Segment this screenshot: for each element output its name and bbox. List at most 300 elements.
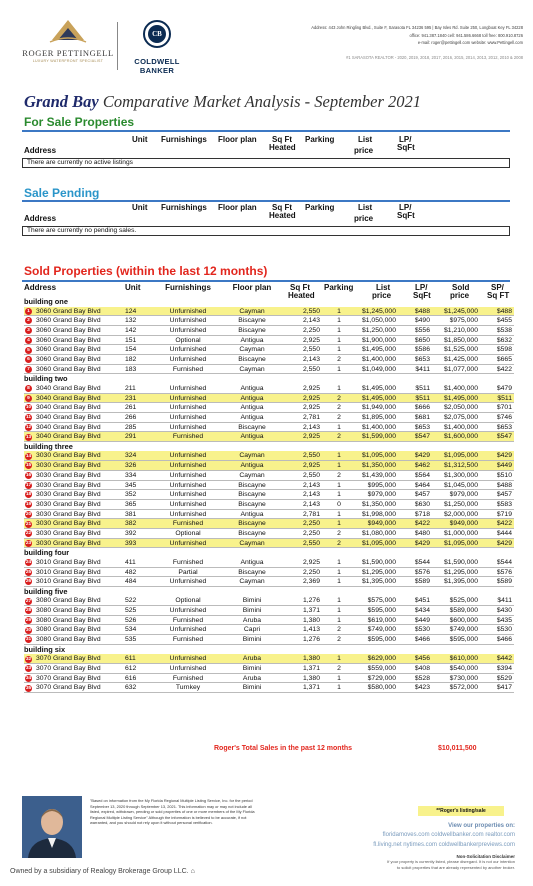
totals-row bbox=[24, 745, 514, 755]
cell-sp: $547 bbox=[496, 433, 512, 441]
cell-sold: $1,400,000 bbox=[443, 384, 478, 392]
cell-parking: 1 bbox=[337, 578, 341, 586]
table-row bbox=[24, 625, 514, 635]
cell-plan: Antigua bbox=[240, 558, 264, 566]
cell-address: 3040 Grand Bay Blvd bbox=[36, 404, 101, 412]
row-number-marker: 4 bbox=[25, 337, 32, 344]
cell-parking: 2 bbox=[337, 471, 341, 479]
cell-address: 3060 Grand Bay Blvd bbox=[36, 336, 101, 344]
cell-lp: $586 bbox=[414, 346, 430, 354]
pending-empty-message: There are currently no pending sales. bbox=[22, 226, 510, 236]
cell-parking: 1 bbox=[337, 655, 341, 663]
col-sold: Sold bbox=[452, 283, 470, 292]
cell-sold: $1,300,000 bbox=[443, 471, 478, 479]
cell-lp: $653 bbox=[414, 355, 430, 363]
cb-seal-icon: CB bbox=[143, 20, 171, 48]
cell-unit: 326 bbox=[125, 462, 137, 470]
cell-plan: Biscayne bbox=[238, 491, 266, 499]
col-lp: LP/ bbox=[415, 283, 428, 292]
cell-list: $1,495,000 bbox=[361, 384, 396, 392]
cell-unit: 261 bbox=[125, 404, 137, 412]
table-row bbox=[24, 510, 514, 520]
cell-list: $1,350,000 bbox=[361, 462, 396, 470]
cell-parking: 2 bbox=[337, 355, 341, 363]
cell-unit: 183 bbox=[125, 365, 137, 373]
cell-furnishings: Optional bbox=[175, 597, 201, 605]
cell-parking: 1 bbox=[337, 520, 341, 528]
table-row bbox=[24, 413, 514, 423]
cell-address: 3030 Grand Bay Blvd bbox=[36, 491, 101, 499]
cell-lp: $564 bbox=[414, 471, 430, 479]
table-row bbox=[24, 539, 514, 549]
cell-sp: $488 bbox=[496, 481, 512, 489]
cell-unit: 382 bbox=[125, 520, 137, 528]
cell-furnishings: Furnished bbox=[172, 433, 204, 441]
cell-parking: 1 bbox=[337, 365, 341, 373]
cell-address: 3030 Grand Bay Blvd bbox=[36, 510, 101, 518]
cell-lp: $422 bbox=[414, 520, 430, 528]
cell-plan: Antigua bbox=[240, 394, 264, 402]
cell-sqft: 2,550 bbox=[302, 346, 320, 354]
row-number-marker: 29 bbox=[25, 618, 32, 624]
cell-sp: $530 bbox=[496, 626, 512, 634]
row-number-marker: 25 bbox=[25, 569, 32, 575]
cell-sp: $510 bbox=[496, 471, 512, 479]
cell-list: $580,000 bbox=[367, 684, 396, 692]
cell-unit: 132 bbox=[125, 317, 137, 325]
cell-sold: $1,495,000 bbox=[443, 394, 478, 402]
cell-sold: $1,425,000 bbox=[443, 355, 478, 363]
cell-list: $979,000 bbox=[367, 491, 396, 499]
cell-sp: $422 bbox=[496, 365, 512, 373]
cell-sp: $589 bbox=[496, 578, 512, 586]
row-number-marker: 8 bbox=[25, 385, 32, 392]
cell-furnishings: Unfurnished bbox=[169, 384, 207, 392]
cell-plan: Antigua bbox=[240, 384, 264, 392]
cell-plan: Capri bbox=[243, 626, 261, 634]
cell-plan: Cayman bbox=[239, 307, 265, 315]
cell-plan: Biscayne bbox=[238, 568, 266, 576]
cell-sp: $479 bbox=[496, 384, 512, 392]
cell-unit: 482 bbox=[125, 568, 137, 576]
row-number-marker: 18 bbox=[25, 492, 32, 498]
cell-parking: 1 bbox=[337, 684, 341, 692]
cell-lp: $547 bbox=[414, 433, 430, 441]
cell-parking: 1 bbox=[337, 616, 341, 624]
cell-furnishings: Unfurnished bbox=[169, 452, 207, 460]
cell-address: 3010 Grand Bay Blvd bbox=[36, 568, 101, 576]
cell-lp: $456 bbox=[414, 655, 430, 663]
col-furnishings: Furnishings bbox=[161, 203, 207, 212]
building-label: building one bbox=[24, 297, 68, 306]
cell-furnishings: Unfurnished bbox=[169, 326, 207, 334]
cell-sold: $589,000 bbox=[449, 607, 478, 615]
building-label: building five bbox=[24, 586, 68, 596]
cell-sp: $430 bbox=[496, 607, 512, 615]
cell-plan: Antigua bbox=[240, 510, 264, 518]
cell-furnishings: Unfurnished bbox=[169, 578, 207, 586]
brand-tagline: LUXURY WATERFRONT SPECIALIST bbox=[32, 59, 104, 63]
col-heated: Heated bbox=[269, 143, 296, 152]
cell-address: 3080 Grand Bay Blvd bbox=[36, 636, 101, 644]
cell-address: 3010 Grand Bay Blvd bbox=[36, 578, 101, 586]
email-line: e-mail: roger@pettingell.com website: www.Pettingell.com bbox=[417, 40, 523, 46]
table-row bbox=[24, 635, 514, 645]
totals-label: Roger's Total Sales in the past 12 months bbox=[214, 745, 353, 752]
cell-list: $1,495,000 bbox=[361, 394, 396, 402]
cell-list: $1,049,000 bbox=[361, 365, 396, 373]
cell-furnishings: Furnished bbox=[172, 558, 204, 566]
cell-furnishings: Furnished bbox=[172, 520, 204, 528]
cell-furnishings: Unfurnished bbox=[169, 491, 207, 499]
cell-sqft: 2,550 bbox=[302, 539, 320, 547]
cell-furnishings: Turnkey bbox=[175, 684, 201, 692]
cell-sold: $1,045,000 bbox=[443, 481, 478, 489]
cell-unit: 324 bbox=[125, 452, 137, 460]
cell-parking: 1 bbox=[337, 346, 341, 354]
cell-sold: $1,600,000 bbox=[443, 433, 478, 441]
cell-sqft: 1,276 bbox=[302, 636, 320, 644]
listing-legend: **Roger's listing/sale bbox=[418, 806, 504, 816]
cell-sold: $975,000 bbox=[449, 317, 478, 325]
row-number-marker: 7 bbox=[25, 366, 32, 373]
cell-lp: $457 bbox=[414, 491, 430, 499]
cell-parking: 1 bbox=[337, 326, 341, 334]
cell-sqft: 2,925 bbox=[302, 558, 320, 566]
cell-plan: Antigua bbox=[240, 433, 264, 441]
row-number-marker: 28 bbox=[25, 608, 32, 614]
col-heated: Heated bbox=[288, 291, 315, 300]
cell-lp: $681 bbox=[414, 413, 430, 421]
cell-lp: $530 bbox=[414, 626, 430, 634]
contact-info bbox=[213, 24, 523, 61]
cell-plan: Aruba bbox=[242, 674, 262, 682]
cell-sold: $2,075,000 bbox=[443, 413, 478, 421]
row-number-marker: 3 bbox=[25, 327, 32, 334]
table-row bbox=[24, 471, 514, 481]
row-number-marker: 32 bbox=[25, 656, 32, 662]
cell-furnishings: Optional bbox=[175, 336, 201, 344]
cell-furnishings: Furnished bbox=[172, 365, 204, 373]
cell-sold: $540,000 bbox=[449, 665, 478, 672]
cell-unit: 484 bbox=[125, 578, 137, 586]
cell-plan: Biscayne bbox=[238, 481, 266, 489]
row-number-marker: 13 bbox=[25, 434, 32, 440]
cell-sqft: 1,380 bbox=[302, 655, 320, 663]
cell-sqft: 2,250 bbox=[302, 568, 320, 576]
cell-plan: Cayman bbox=[239, 452, 265, 460]
cell-address: 3060 Grand Bay Blvd bbox=[36, 326, 101, 334]
cell-furnishings: Unfurnished bbox=[169, 423, 207, 431]
cell-sold: $1,250,000 bbox=[443, 500, 478, 508]
cell-lp: $434 bbox=[414, 607, 430, 615]
row-number-marker: 17 bbox=[25, 482, 32, 488]
cell-sqft: 2,369 bbox=[302, 578, 320, 586]
table-row bbox=[24, 577, 514, 587]
sold-table bbox=[24, 297, 514, 693]
cell-sold: $979,000 bbox=[449, 491, 478, 499]
cell-plan: Antigua bbox=[240, 462, 264, 470]
title-rest: Comparative Market Analysis - September 2021 bbox=[102, 92, 422, 111]
cell-furnishings: Unfurnished bbox=[169, 626, 207, 634]
row-number-marker: 19 bbox=[25, 502, 32, 508]
cell-list: $1,295,000 bbox=[361, 568, 396, 576]
cell-parking: 1 bbox=[337, 568, 341, 576]
col-list-price: price bbox=[354, 214, 374, 223]
row-number-marker: 6 bbox=[25, 356, 32, 363]
cb-name: COLDWELL BANKER bbox=[134, 57, 180, 75]
cell-address: 3080 Grand Bay Blvd bbox=[36, 607, 101, 615]
cell-sold: $949,000 bbox=[449, 520, 478, 528]
for-sale-empty-message: There are currently no active listings bbox=[22, 158, 510, 168]
cell-lp: $490 bbox=[414, 317, 430, 325]
row-number-marker: 35 bbox=[25, 685, 32, 691]
cell-lp: $429 bbox=[414, 452, 430, 460]
cell-unit: 352 bbox=[125, 491, 137, 499]
sites-line-2: fl.living.net nytimes.com coldwellbankerpreviews.com bbox=[373, 841, 515, 848]
sold-heading: Sold Properties (within the last 12 months) bbox=[24, 264, 268, 278]
cell-parking: 0 bbox=[337, 500, 341, 508]
cell-sold: $610,000 bbox=[449, 655, 478, 663]
cell-sp: $632 bbox=[496, 336, 512, 344]
cell-parking: 1 bbox=[337, 452, 341, 460]
cell-unit: 611 bbox=[125, 655, 136, 663]
cell-plan: Cayman bbox=[239, 539, 265, 547]
col-unit: Unit bbox=[125, 283, 141, 292]
cell-sold: $525,000 bbox=[449, 597, 478, 605]
table-row bbox=[24, 654, 514, 664]
cell-sqft: 1,276 bbox=[302, 597, 320, 605]
cell-parking: 1 bbox=[337, 462, 341, 470]
cell-sqft: 1,380 bbox=[302, 674, 320, 682]
cell-address: 3080 Grand Bay Blvd bbox=[36, 626, 101, 634]
row-number-marker: 9 bbox=[25, 395, 32, 402]
cell-unit: 534 bbox=[125, 626, 137, 634]
cell-sold: $1,395,000 bbox=[443, 578, 478, 586]
cell-parking: 1 bbox=[337, 597, 341, 605]
cell-sp: $576 bbox=[496, 568, 512, 576]
cell-lp: $423 bbox=[414, 684, 430, 692]
cell-lp: $480 bbox=[414, 529, 430, 537]
cell-lp: $411 bbox=[415, 365, 430, 373]
cell-unit: 182 bbox=[125, 355, 137, 363]
col-floor-plan: Floor plan bbox=[218, 135, 257, 144]
cell-parking: 1 bbox=[337, 607, 341, 615]
col-parking: Parking bbox=[305, 135, 335, 144]
cell-plan: Antigua bbox=[240, 336, 264, 344]
cell-sp: $429 bbox=[496, 452, 512, 460]
table-row bbox=[24, 481, 514, 491]
nonsol-line-2: to solicit properties that are already represented by another broker. bbox=[396, 864, 515, 870]
cell-plan: Biscayne bbox=[238, 317, 266, 325]
cell-sqft: 1,380 bbox=[302, 616, 320, 624]
cell-sp: $466 bbox=[496, 636, 512, 644]
cell-plan: Cayman bbox=[239, 365, 265, 373]
col-list: List bbox=[358, 135, 373, 144]
cell-sqft: 2,925 bbox=[302, 404, 320, 412]
col-lp-sqft: SqFt bbox=[413, 291, 431, 300]
brand-name: ROGER PETTINGELL bbox=[22, 48, 114, 58]
cell-sold: $1,590,000 bbox=[443, 558, 478, 566]
cell-sold: $1,077,000 bbox=[443, 365, 478, 373]
cell-list: $595,000 bbox=[367, 636, 396, 644]
col-address: Address bbox=[24, 283, 57, 292]
cell-unit: 124 bbox=[125, 307, 137, 315]
cell-parking: 1 bbox=[337, 307, 341, 315]
cell-sqft: 2,925 bbox=[302, 336, 320, 344]
cell-plan: Antigua bbox=[240, 404, 264, 412]
cell-unit: 381 bbox=[125, 510, 137, 518]
cell-parking: 2 bbox=[337, 665, 341, 672]
col-list-price: price bbox=[354, 146, 374, 155]
cell-plan: Biscayne bbox=[238, 500, 266, 508]
cell-furnishings: Unfurnished bbox=[169, 346, 207, 354]
sites-line-1: floridamoves.com coldwellbanker.com realtor.com bbox=[382, 832, 515, 839]
view-heading: View our properties on: bbox=[448, 823, 515, 829]
cell-unit: 151 bbox=[125, 336, 137, 344]
cell-furnishings: Unfurnished bbox=[169, 655, 207, 663]
cell-sold: $600,000 bbox=[449, 616, 478, 624]
cell-lp: $464 bbox=[414, 481, 430, 489]
building-label: building two bbox=[24, 374, 68, 384]
row-number-marker: 20 bbox=[25, 511, 32, 517]
cell-sold: $1,525,000 bbox=[443, 346, 478, 354]
cell-plan: Biscayne bbox=[238, 423, 266, 431]
cell-lp: $429 bbox=[414, 539, 430, 547]
cell-unit: 535 bbox=[125, 636, 137, 644]
col-unit: Unit bbox=[132, 135, 148, 144]
row-number-marker: 24 bbox=[25, 560, 32, 566]
cell-list: $1,250,000 bbox=[361, 326, 396, 334]
cell-address: 3030 Grand Bay Blvd bbox=[36, 471, 101, 479]
roger-pettingell-logo bbox=[18, 16, 118, 76]
table-row bbox=[24, 519, 514, 529]
cell-plan: Bimini bbox=[242, 684, 262, 692]
cell-sqft: 2,250 bbox=[302, 520, 320, 528]
building-label: building six bbox=[24, 644, 66, 654]
col-lp-sqft: SqFt bbox=[397, 143, 415, 152]
building-label: building three bbox=[24, 441, 73, 451]
cell-plan: Bimini bbox=[242, 597, 262, 605]
row-number-marker: 31 bbox=[25, 637, 32, 643]
col-sp: SP/ bbox=[491, 283, 504, 292]
cell-furnishings: Unfurnished bbox=[169, 665, 207, 672]
cell-list: $559,000 bbox=[367, 665, 396, 672]
building-label: building four bbox=[24, 548, 70, 558]
for-sale-column-headers bbox=[24, 135, 510, 157]
cell-furnishings: Unfurnished bbox=[169, 510, 207, 518]
cell-sqft: 1,371 bbox=[302, 665, 320, 672]
cell-list: $949,000 bbox=[367, 520, 396, 528]
cell-plan: Cayman bbox=[239, 471, 265, 479]
cell-parking: 2 bbox=[337, 636, 341, 644]
cell-lp: $589 bbox=[414, 578, 430, 586]
col-list-price: price bbox=[372, 291, 392, 300]
cell-sold: $2,050,000 bbox=[443, 404, 478, 412]
table-row bbox=[24, 384, 514, 394]
cell-sp: $435 bbox=[496, 616, 512, 624]
col-lp: LP/ bbox=[399, 203, 412, 212]
table-row bbox=[24, 490, 514, 500]
cell-sqft: 2,550 bbox=[302, 471, 320, 479]
col-lp: LP/ bbox=[399, 135, 412, 144]
for-sale-rule bbox=[22, 130, 510, 132]
cell-lp: $528 bbox=[414, 674, 430, 682]
cell-sold: $2,000,000 bbox=[443, 510, 478, 518]
cell-unit: 231 bbox=[125, 394, 137, 402]
cell-address: 3030 Grand Bay Blvd bbox=[36, 481, 101, 489]
cell-address: 3010 Grand Bay Blvd bbox=[36, 558, 101, 566]
row-number-marker: 1 bbox=[25, 308, 32, 315]
cell-sp: $511 bbox=[497, 394, 512, 402]
table-row bbox=[24, 326, 514, 336]
cell-furnishings: Unfurnished bbox=[169, 317, 207, 325]
cell-sqft: 1,371 bbox=[302, 607, 320, 615]
cell-unit: 526 bbox=[125, 616, 137, 624]
cell-unit: 345 bbox=[125, 481, 137, 489]
table-row bbox=[24, 307, 514, 317]
cell-lp: $488 bbox=[414, 307, 430, 315]
cell-plan: Bimini bbox=[242, 665, 262, 672]
cell-list: $1,895,000 bbox=[361, 413, 396, 421]
cell-sqft: 2,925 bbox=[302, 384, 320, 392]
cell-parking: 2 bbox=[337, 529, 341, 537]
page-title bbox=[24, 92, 421, 112]
nonsol-heading: Non-Solicitation Disclaimer bbox=[456, 854, 515, 859]
cell-sqft: 2,143 bbox=[302, 481, 320, 489]
cell-plan: Biscayne bbox=[238, 355, 266, 363]
cell-parking: 2 bbox=[337, 413, 341, 421]
cell-list: $1,949,000 bbox=[361, 404, 396, 412]
cell-sp: $544 bbox=[496, 558, 512, 566]
cell-sqft: 2,550 bbox=[302, 452, 320, 460]
cell-sqft: 2,250 bbox=[302, 529, 320, 537]
table-row bbox=[24, 558, 514, 568]
col-sqft: Sq Ft bbox=[272, 203, 292, 212]
nonsol-line-1: If your property is currently listed, please disregard. It is not our intention bbox=[387, 859, 515, 865]
table-row bbox=[24, 664, 514, 674]
row-number-marker: 26 bbox=[25, 579, 32, 585]
cell-unit: 411 bbox=[125, 558, 136, 566]
col-floor-plan: Floor plan bbox=[232, 283, 272, 292]
realtor-line: #1 SARASOTA REALTOR - 2020, 2019, 2018, 2017, 2016, 2015, 2014, 2013, 2012, 2010 & 2008 bbox=[346, 54, 523, 60]
crown-icon bbox=[48, 16, 88, 46]
cell-plan: Antigua bbox=[240, 413, 264, 421]
cell-unit: 525 bbox=[125, 607, 137, 615]
cell-list: $729,000 bbox=[367, 674, 396, 682]
cell-address: 3040 Grand Bay Blvd bbox=[36, 394, 101, 402]
cell-lp: $544 bbox=[414, 558, 430, 566]
address-line: Address: 443 John Ringling Blvd., Suite F, Sarasota FL 34236 595 | Bay Isles Rd. Suite 250, Longboat Key FL 34228 bbox=[311, 25, 523, 30]
cell-lp: $408 bbox=[414, 665, 430, 672]
cell-unit: 154 bbox=[125, 346, 137, 354]
cell-unit: 392 bbox=[125, 529, 137, 537]
cell-sqft: 2,250 bbox=[302, 326, 320, 334]
cell-list: $1,395,000 bbox=[361, 578, 396, 586]
table-row bbox=[24, 616, 514, 626]
cell-furnishings: Partial bbox=[178, 568, 198, 576]
table-row bbox=[24, 451, 514, 461]
table-row bbox=[24, 403, 514, 413]
cell-sp: $455 bbox=[496, 317, 512, 325]
cell-address: 3030 Grand Bay Blvd bbox=[36, 529, 101, 537]
cell-lp: $462 bbox=[414, 462, 430, 470]
cell-address: 3060 Grand Bay Blvd bbox=[36, 317, 101, 325]
cell-address: 3030 Grand Bay Blvd bbox=[36, 520, 101, 528]
col-sqft: Sq Ft bbox=[290, 283, 310, 292]
cell-sqft: 2,143 bbox=[302, 491, 320, 499]
col-floor-plan: Floor plan bbox=[218, 203, 257, 212]
